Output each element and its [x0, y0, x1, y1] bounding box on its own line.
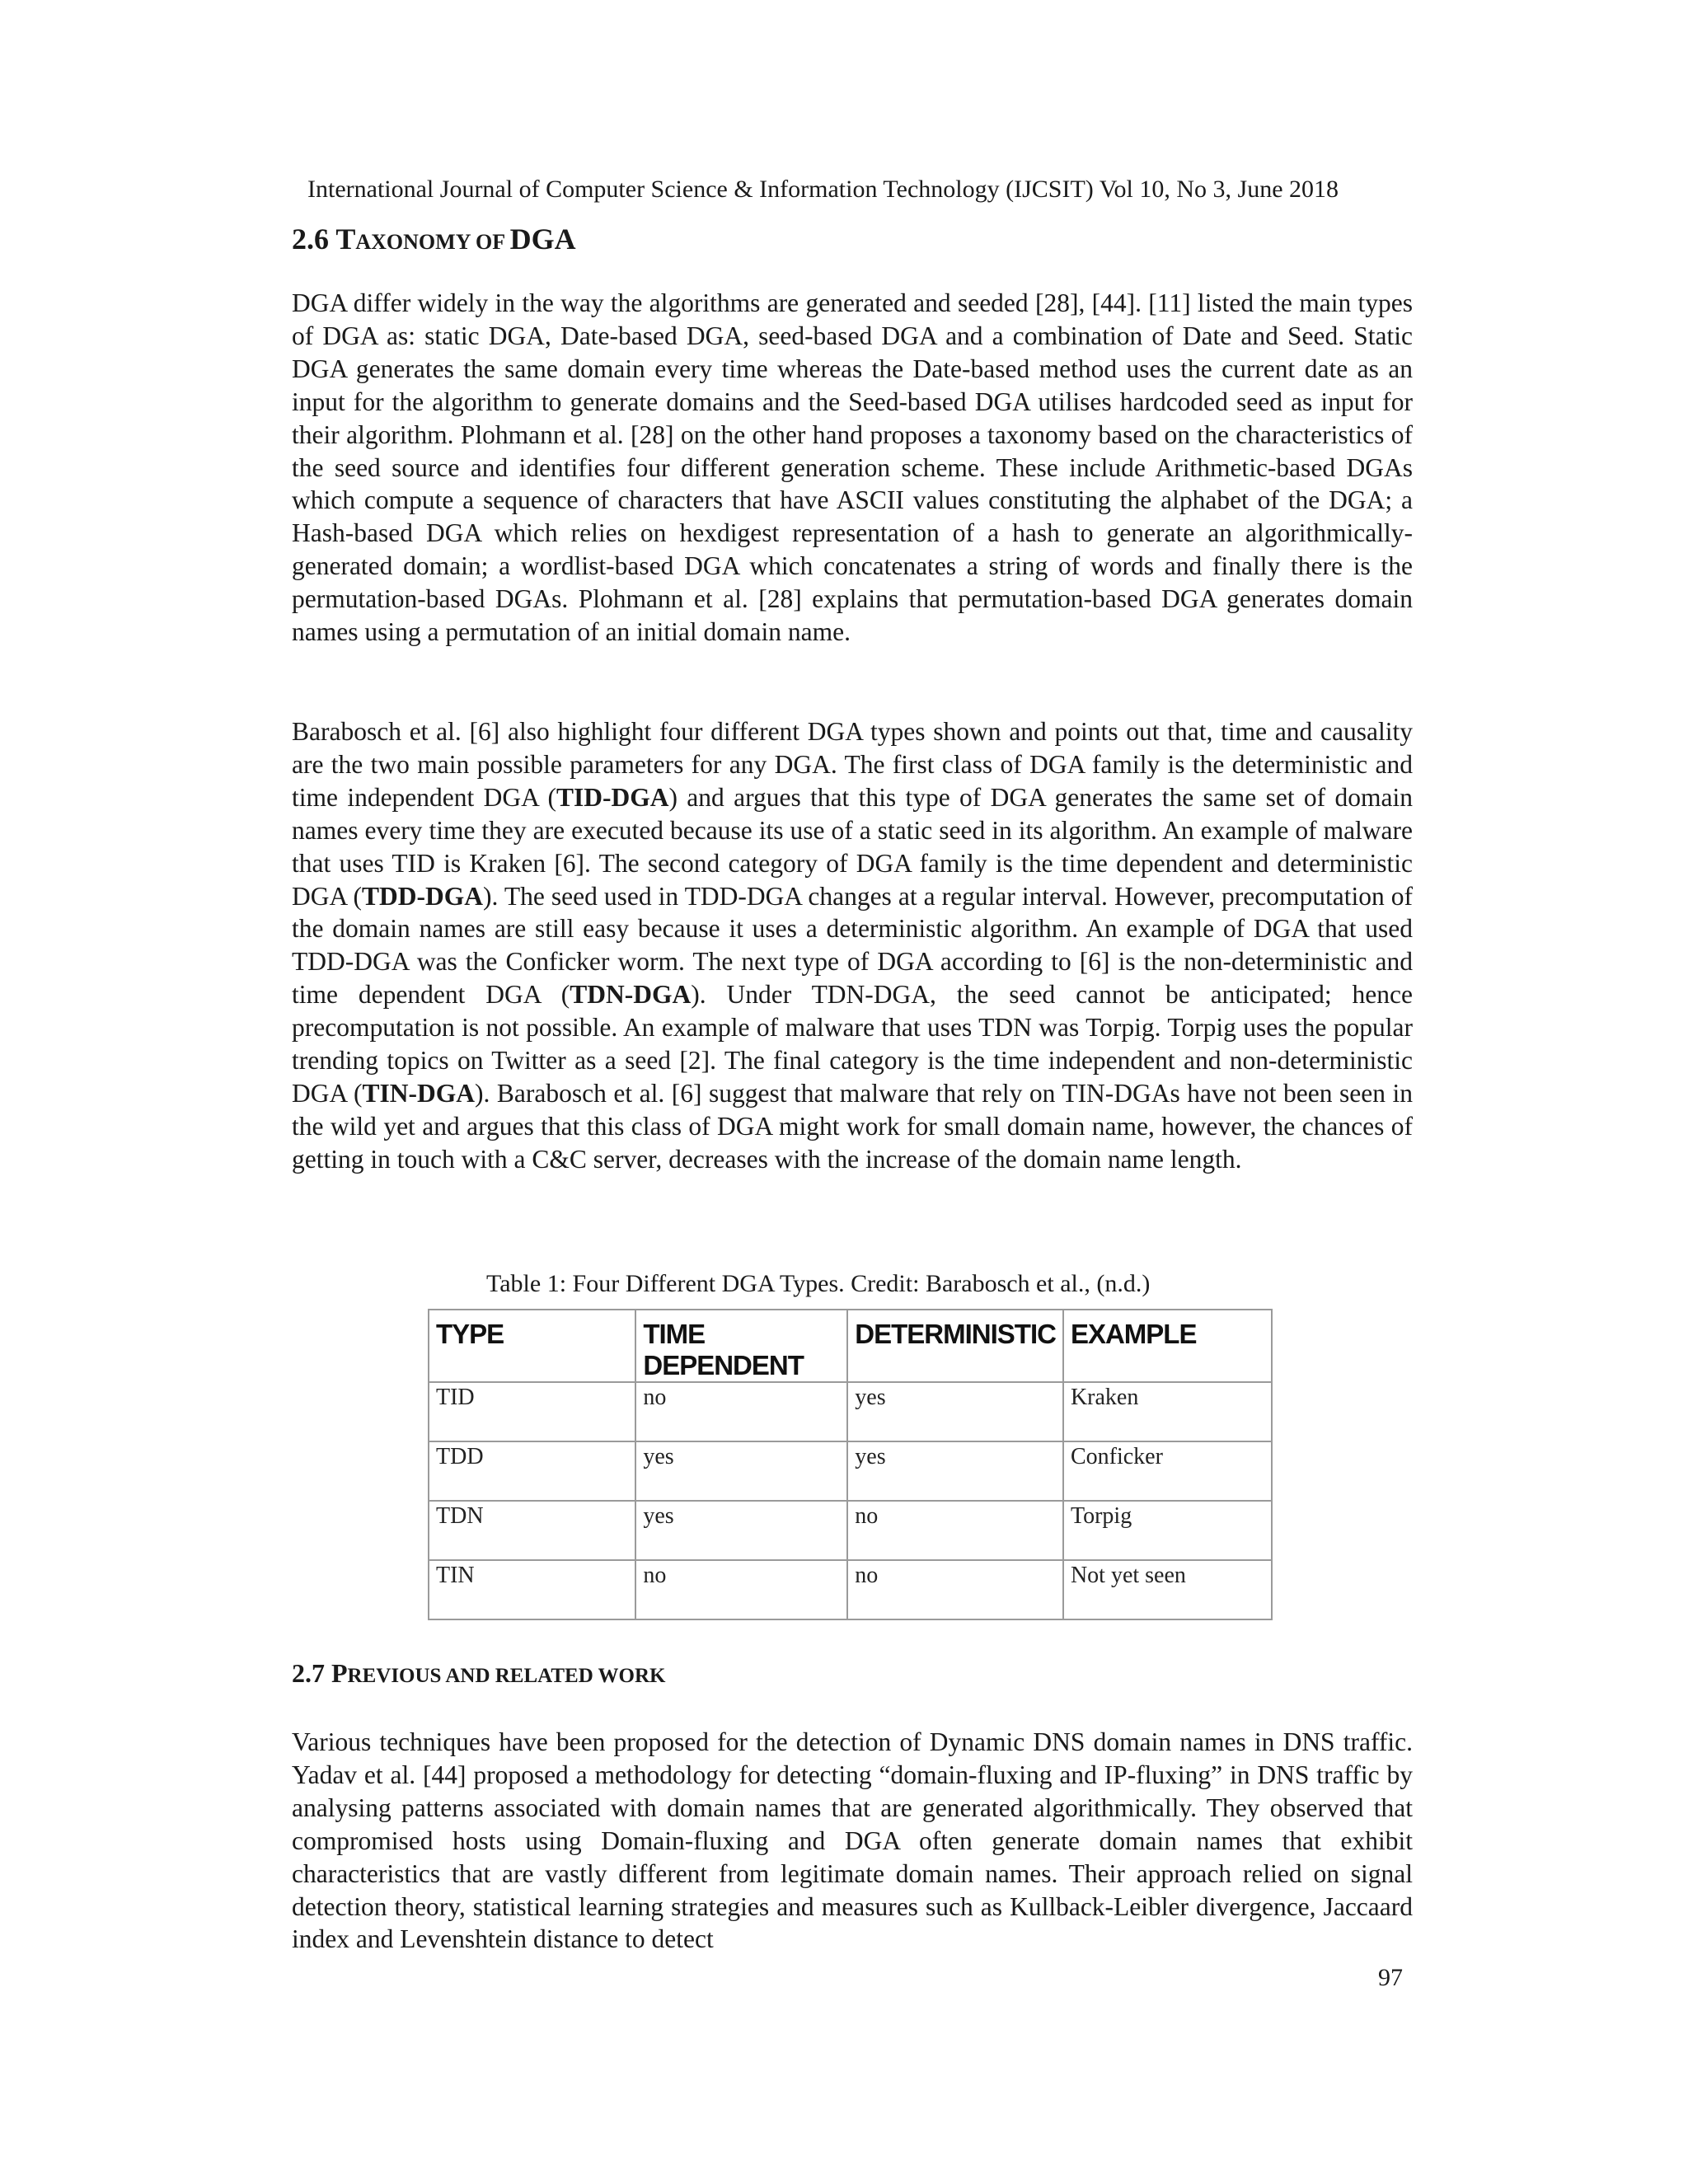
section-number: 2.6	[292, 223, 336, 255]
dga-types-table	[428, 1309, 1273, 1620]
section-title-end: DGA	[509, 223, 576, 255]
table-cell: no	[635, 1382, 847, 1441]
table-cell: Conficker	[1063, 1441, 1272, 1501]
paragraph-dga-types: DGA differ widely in the way the algorithms are generated and seeded [28], [44]. [11] listed the main types of DGA as: static DGA, Date-based DGA, seed-based DGA and a combination of Date and Seed. Static DGA generates the same domain every time whereas the Date-based method uses the current date as an input for the algorithm to generate domains and the Seed-based DGA utilises hardcoded seed as input for their algorithm. Plohmann et al. [28] on the other hand proposes a taxonomy based on the characteristics of the seed source and identifies four different generation scheme. These include Arithmetic-based DGAs which compute a sequence of characters that have ASCII values constituting the alphabet of the DGA; a Hash-based DGA which relies on hexdigest representation of a hash to generate an algorithmically-generated domain; a wordlist-based DGA which concatenates a string of words and finally there is the permutation-based DGAs. Plohmann et al. [28] explains that permutation-based DGA generates domain names using a permutation of an initial domain name.	[292, 288, 1413, 647]
paragraph-text: ). Barabosch et al. [6] suggest that malware that rely on TIN-DGAs have not been seen in the wild yet and argues that this class of DGA might work for small domain name, however, the chances of getting in touch with a C&C server, decreases with the increase of the domain name length.	[292, 1078, 1413, 1174]
table-row	[429, 1441, 1272, 1501]
term-tin-dga: TIN-DGA	[362, 1078, 476, 1108]
term-tdn-dga: TDN-DGA	[570, 980, 692, 1010]
paragraph-related-work: Various techniques have been proposed for the detection of Dynamic DNS domain names in DNS traffic. Yadav et al. [44] proposed a methodology for detecting “domain-fluxing and IP-fluxing” in DNS traffic by analysing patterns associated with domain names that are generated algorithmically. They observed that compromised hosts using Domain-fluxing and DGA often generate domain names that exhibit characteristics that are vastly different from legitimate domain names. Their approach relied on signal detection theory, statistical learning strategies and measures such as Kullback-Leibler divergence, Jaccaard index and Levenshtein distance to detect	[292, 1727, 1413, 1954]
paragraph-text: ) and argues that this type of DGA generates the same set of domain names every time they are executed because its use of a static seed in its algorithm. An example of malware that uses TID is Kraken [6]. The second category of DGA family is the time dependent and deterministic DGA (	[292, 782, 1413, 911]
table-header-row	[429, 1310, 1272, 1382]
table-cell: Not yet seen	[1063, 1560, 1272, 1619]
section-heading-2-7	[292, 1657, 666, 1693]
section-title-smallcaps: AXONOMY OF	[355, 230, 510, 254]
table-cell: Torpig	[1063, 1501, 1272, 1560]
column-header-time-dependent: TIME DEPENDENT	[635, 1310, 847, 1382]
table-cell: TID	[429, 1382, 635, 1441]
table-cell: TIN	[429, 1560, 635, 1619]
paragraph-text: Barabosch et al. [6] also highlight four different DGA types shown and points out that, time and causality are the two main possible parameters for any DGA. The first class of DGA family is the deterministic and time independent DGA (	[292, 717, 1413, 812]
section-title-smallcaps: REVIOUS AND RELATED WORK	[347, 1665, 666, 1687]
running-header: International Journal of Computer Science & Information Technology (IJCSIT) Vol 10, No 3, June 2018	[307, 176, 1339, 203]
table-row	[429, 1560, 1272, 1619]
table-row	[429, 1501, 1272, 1560]
table-cell: yes	[635, 1501, 847, 1560]
section-heading-2-6	[292, 223, 576, 259]
table-cell: TDD	[429, 1441, 635, 1501]
table-caption: Table 1: Four Different DGA Types. Credit: Barabosch et al., (n.d.)	[486, 1270, 1151, 1297]
table-cell: TDN	[429, 1501, 635, 1560]
term-tdd-dga: TDD-DGA	[362, 881, 484, 911]
table-cell: Kraken	[1063, 1382, 1272, 1441]
table-row	[429, 1382, 1272, 1441]
section-title-initial: T	[335, 223, 356, 255]
column-header-type: TYPE	[429, 1310, 635, 1382]
column-header-example: EXAMPLE	[1063, 1310, 1272, 1382]
table-cell: yes	[847, 1382, 1063, 1441]
section-title-initial: P	[331, 1658, 348, 1688]
paragraph-text: ). The seed used in TDD-DGA changes at a regular interval. However, precomputation of the domain names are still easy because it uses a deterministic algorithm. An example of DGA that used TDD-DGA was the Conficker worm. The next type of DGA according to [6] is the non-deterministic and time dependent DGA (	[292, 881, 1413, 1010]
column-header-deterministic: DETERMINISTIC	[847, 1310, 1063, 1382]
table-cell: no	[635, 1560, 847, 1619]
term-tid-dga: TID-DGA	[556, 782, 669, 812]
paragraph-text: ). Under TDN-DGA, the seed cannot be anticipated; hence precomputation is not possible. An example of malware that uses TDN was Torpig. Torpig uses the popular trending topics on Twitter as a seed [2]. The final category is the time independent and non-deterministic DGA (	[292, 980, 1413, 1108]
page-number: 97	[1378, 1964, 1403, 1991]
paragraph-barabosch	[292, 715, 1413, 1176]
table-cell: no	[847, 1501, 1063, 1560]
section-number: 2.7	[292, 1658, 331, 1688]
table-cell: no	[847, 1560, 1063, 1619]
table-cell: yes	[847, 1441, 1063, 1501]
table-cell: yes	[635, 1441, 847, 1501]
